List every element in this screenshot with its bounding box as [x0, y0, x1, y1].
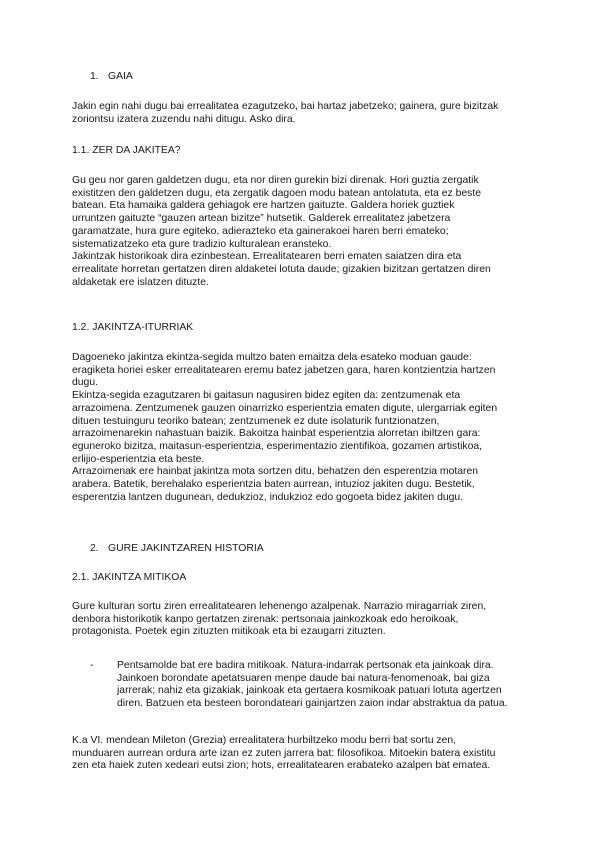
text-line: existitzen den galdetzen dugu, eta zergatik dagoen modu batean antolatuta, eta ez beste: [72, 187, 481, 199]
paragraph-3: [72, 352, 532, 504]
text-line: erlijio-esperientzia eta beste.: [72, 453, 205, 465]
paragraph-4: [72, 601, 532, 639]
text-line: urruntzen gaituzte “gauzen artean bizitze” hutsetik. Galderek errealitatez jabetzera: [72, 213, 451, 225]
heading-1-1: 1.1. ZER DA JAKITEA?: [72, 145, 181, 156]
text-line: eragiketa horiei esker errealitatearen eremu batez jabetzen gara, haren kontzientzia hartzen: [72, 364, 496, 376]
text-line: diren. Batzuen eta besteen borondateari gainjartzen zaion indar abstraktua da patua.: [117, 698, 508, 710]
text-line: Arrazoimenak ere hainbat jakintza mota sortzen ditu, behatzen den esperentzia motaren: [72, 466, 479, 478]
heading-2-title: GURE JAKINTZAREN HISTORIA: [108, 543, 264, 554]
paragraph-5: [72, 735, 532, 773]
text-line: aldaketak ere islatzen dituzte.: [72, 276, 209, 288]
text-line: esperentzia lantzen dugunean, dedukzioz, indukzioz edo gogoeta bidez jakiten dugu.: [72, 491, 464, 503]
paragraph-2: [72, 175, 532, 289]
text-line: Gu geu nor garen galdetzen dugu, eta nor diren gurekin bizi direnak. Hori guztia zergatik: [72, 175, 479, 186]
text-line: dituen testuinguru teoriko batean; zentzumenek ez dute isolaturik funtzionatzen,: [72, 415, 440, 427]
heading-1-number: 1.: [90, 71, 99, 82]
text-line: Pentsamolde bat ere badira mitikoak. Natura-indarrak pertsonak eta jainkoak dira.: [117, 660, 494, 671]
text-line: Ekintza-segida ezagutzaren bi gaitasun nagusiren bidez egiten da: zentzumenak eta: [72, 390, 461, 402]
text-line: arrazoimena. Zentzumenek gauzen oinarrizko esperientzia ematen digute, ulergarriak egiten: [72, 402, 498, 414]
text-line: garamatzate, hura gure egiteko, adierazteko eta gainerakoei haren berri emateko;: [72, 225, 449, 237]
text-line: K.a VI. mendean Mileton (Grezia) errealitatera hurbiltzeko modu berri bat sortu zen,: [72, 735, 457, 746]
heading-2-1: 2.1. JAKINTZA MITIKOA: [72, 572, 187, 583]
text-line: zoriontsu izatera zuzendu nahi ditugu. Asko dira.: [72, 113, 296, 125]
text-line: errealitate horretan gertatzen diren aldaketei lotuta daude; gizakien bizitzan gertatzen diren: [72, 263, 491, 275]
text-line: sistematizatzeko eta gure tradizio kulturalean eransteko.: [72, 238, 332, 250]
text-line: protagonista. Poetek egin zituzten mitikoak eta bi ezaugarri zituzten.: [72, 626, 386, 638]
text-line: Jainkoen borondate apetatsuaren menpe daude bai natura-fenomenoak, bai giza: [117, 672, 490, 684]
heading-1-2: 1.2. JAKINTZA-ITURRIAK: [72, 322, 194, 333]
text-line: zen eta haiek zuten xedeari eutsi zion; hots, errealitatearen erabateko azalpen bat ematea.: [72, 760, 491, 772]
heading-1-title: GAIA: [108, 71, 133, 82]
text-line: arrazoimenarekin nahastuan baizik. Bakoitza hainbat esperientzia alorretan ibiltzen gara:: [72, 428, 481, 440]
text-line: Gure kulturan sortu ziren errealitatearen lehenengo azalpenak. Narrazio miragarriak ziren,: [72, 601, 487, 612]
text-line: Jakin egin nahi dugu bai errealitatea ezagutzeko, bai hartaz jabetzeko; gainera, gure bizitzak: [72, 101, 499, 112]
paragraph-1: [72, 101, 532, 126]
text-line: jarrerak; nahiz eta gizakiak, jainkoak eta gertaera kosmikoak patuari lotuta agertzen: [117, 685, 502, 697]
text-line: eguneroko bizitza, maitasun-esperientzia, esperimentazio zientifikoa, gozamen artistikoa,: [72, 440, 483, 452]
text-line: arabera. Batetik, berehalako esperientzia baten aurrean, intuzioz jakiten dugu. Bestetik,: [72, 479, 475, 491]
text-line: munduaren aurrean ordura arte izan ez zuten jarrera bat: filosofikoa. Mitoekin batera existitu: [72, 747, 496, 759]
heading-2-number: 2.: [90, 543, 99, 554]
text-line: Dagoeneko jakintza ekintza-segida multzo baten emaitza dela esateko moduan gaude:: [72, 352, 472, 363]
text-line: batean. Eta hamaika galdera gehiagok ere hartzen gaituzte. Galdera horiek guztiek: [72, 200, 455, 212]
bullet-item: [117, 660, 537, 711]
text-line: denbora historikotik kanpo gertatzen zirenak: pertsonaia jainkozkoak edo heroikoak,: [72, 613, 459, 625]
bullet-marker: -: [90, 660, 94, 671]
text-line: dugu.: [72, 377, 99, 389]
text-line: Jakintzak historikoak dira ezinbestean. Errealitatearen berri ematen saiatzen dira eta: [72, 251, 462, 263]
